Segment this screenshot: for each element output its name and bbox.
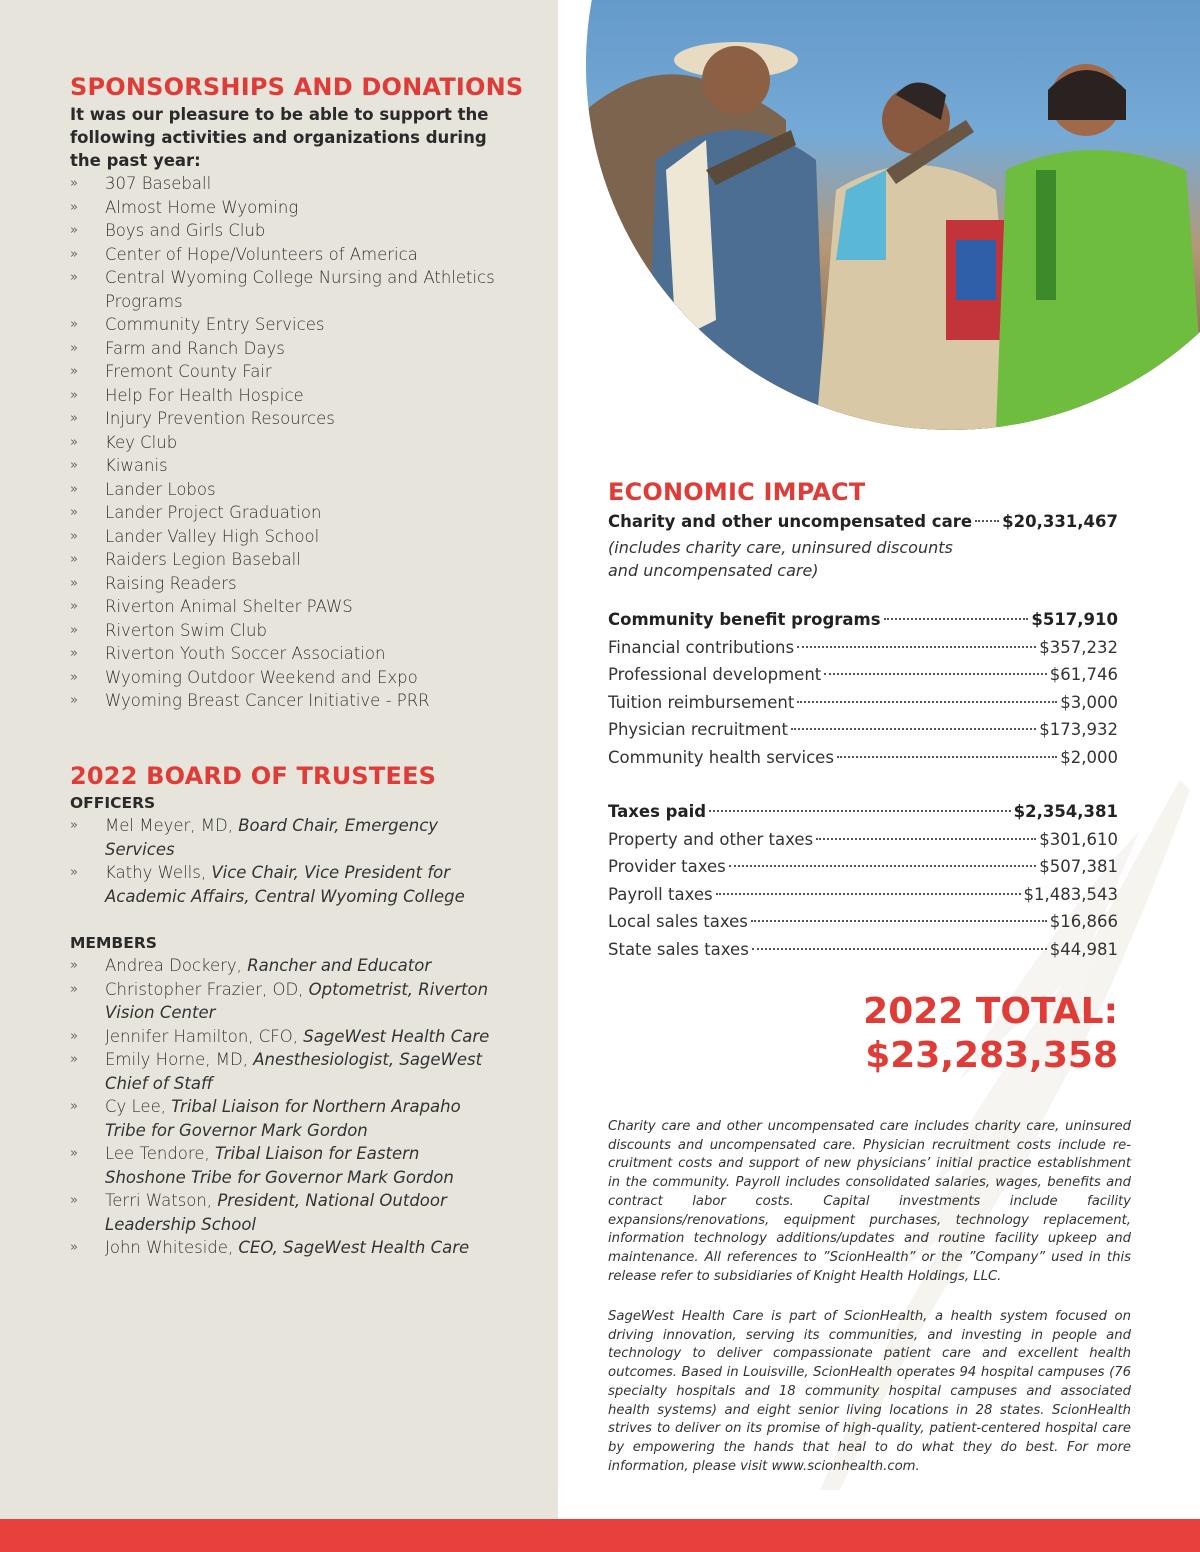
- row-value: $173,932: [1039, 720, 1118, 739]
- person-name: Terri Watson,: [105, 1191, 218, 1210]
- row-label: Professional development: [608, 665, 822, 684]
- bullet-mark: »: [70, 622, 78, 638]
- leader-dots: [824, 673, 1047, 675]
- row-value: $44,981: [1049, 939, 1118, 959]
- taxes-total-row: [608, 798, 1118, 826]
- portrait-photo-icon: [586, 0, 1200, 430]
- bullet-mark: »: [70, 1146, 78, 1161]
- leader-dots: [729, 865, 1037, 867]
- bullet-mark: »: [70, 434, 78, 450]
- sponsorship-item-label: Key Club: [105, 432, 178, 452]
- person-name: Andrea Dockery,: [105, 956, 248, 975]
- bullet-mark: »: [70, 599, 78, 614]
- list-item: [70, 1142, 490, 1189]
- bullet-mark: »: [70, 693, 78, 708]
- leader-dots: [797, 646, 1036, 648]
- row-label: Tuition reimbursement: [608, 692, 795, 712]
- sponsorships-title: SPONSORSHIPS AND DONATIONS: [70, 73, 524, 101]
- community-block: [608, 606, 1118, 771]
- row-label: Property and other taxes: [608, 829, 814, 849]
- row-label: Provider taxes: [608, 857, 726, 876]
- disclaimer-paragraph-2: SageWest Health Care is part of ScionHealth, a health system focused on driving innovation, serving its communities, and investing in people and technology to deliver compassionate patient care and excellent health outcomes. Based in Louisville, ScionHealth operates 94 hospital campuses (76 specialty hospitals and 18 community hospital campuses and associated health systems) and eight senior living locations in 28 states. ScionHealth strives to deliver on its promise of high-quality, patient-centered hospital care by empowering the hands that heal to do what they do best. For more information, please visit www.scionhealth.com.: [608, 1309, 1131, 1474]
- list-item: [70, 172, 540, 196]
- list-item: [70, 619, 540, 643]
- sponsorship-item-label: 307 Baseball: [105, 174, 212, 193]
- charity-value: $20,331,467: [1002, 512, 1118, 531]
- sponsorship-item-label: Injury Prevention Resources: [105, 409, 335, 428]
- list-item: [70, 478, 540, 502]
- sponsorship-item-label: Raiders Legion Baseball: [105, 550, 301, 569]
- list-item: [70, 313, 540, 337]
- person-role: Optometrist, Riverton Vision Center: [105, 979, 489, 1022]
- officers-list: [70, 814, 470, 908]
- economic-row: [608, 661, 1118, 689]
- person-name: Christopher Frazier, OD,: [105, 979, 309, 999]
- list-item: [70, 642, 540, 666]
- list-item: [70, 689, 540, 713]
- list-item: [70, 1095, 490, 1142]
- bullet-mark: »: [70, 223, 78, 238]
- person-role: President, National Outdoor Leadership School: [105, 1191, 447, 1234]
- leader-dots: [791, 728, 1036, 730]
- list-item: [70, 525, 540, 549]
- sponsorship-item-label: Almost Home Wyoming: [105, 197, 299, 217]
- sponsorship-item-label: Raising Readers: [105, 573, 237, 593]
- disclaimer-paragraph-1: Charity care and other uncompensated care includes charity care, uninsured discounts and uncompensated care. Physician recruitment costs include re-cruitment costs and support of new physicians’ initial practice establishment in the community. Payroll includes consolidated salaries, wages, benefits and contract labor costs. Capital investments include facility expansions/renovations, equipment purchases, technology replacement, information technology additions/updates and routine facility upkeep and maintenance. All references to ”ScionHealth” or the ”Company” used in this release refer to subsidiaries of Knight Health Holdings, LLC.: [608, 1119, 1131, 1284]
- row-value: $507,381: [1039, 857, 1118, 876]
- leader-dots: [709, 810, 1011, 812]
- footer-bar: [0, 1519, 1200, 1552]
- sponsorships-section: [70, 73, 540, 713]
- leader-dots: [884, 618, 1029, 620]
- sponsorship-item-label: Wyoming Breast Cancer Initiative - PRR: [105, 691, 430, 710]
- bullet-mark: »: [70, 958, 78, 973]
- list-item: [70, 407, 540, 431]
- bullet-mark: »: [70, 865, 78, 880]
- bullet-mark: »: [70, 1028, 78, 1044]
- economic-row: [608, 881, 1118, 909]
- bullet-mark: »: [70, 552, 78, 567]
- row-value: $3,000: [1060, 692, 1118, 712]
- person-role: Board Chair, Emergency Services: [105, 816, 439, 859]
- grand-total: 2022 TOTAL: $23,283,358: [863, 991, 1118, 1076]
- community-value: $517,910: [1031, 610, 1118, 629]
- bullet-mark: »: [70, 246, 78, 262]
- economic-row: [608, 826, 1118, 854]
- economic-row: [608, 689, 1118, 717]
- leader-dots: [716, 893, 1021, 895]
- sponsorship-item-label: Kiwanis: [105, 456, 168, 475]
- sponsorship-item-label: Lander Lobos: [105, 479, 216, 499]
- officers-label: OFFICERS: [70, 794, 156, 812]
- bullet-mark: »: [70, 528, 78, 544]
- economic-row: [608, 936, 1118, 964]
- sponsorships-intro: It was our pleasure to be able to support the following activities and organizations during the past year:: [70, 105, 489, 170]
- sponsorship-item-label: Lander Valley High School: [105, 526, 320, 546]
- list-item: [70, 501, 540, 525]
- sponsorship-item-label: Community Entry Services: [105, 315, 325, 334]
- row-value: $357,232: [1039, 637, 1118, 657]
- list-item: [70, 861, 470, 908]
- charity-note-line-1: (includes charity care, uninsured discounts: [608, 537, 953, 557]
- sponsorship-item-label: Boys and Girls Club: [105, 221, 266, 240]
- bullet-mark: »: [70, 1240, 78, 1255]
- charity-label: Charity and other uncompensated care: [608, 512, 973, 531]
- charity-block: [608, 508, 1118, 582]
- leader-dots: [975, 520, 999, 522]
- person-role: Anesthesiologist, SageWest Chief of Staff: [105, 1050, 483, 1093]
- person-role: Tribal Liaison for Eastern Shoshone Tribe for Governor Mark Gordon: [105, 1144, 454, 1187]
- economic-row: [608, 853, 1118, 881]
- person-name: Kathy Wells,: [105, 863, 212, 882]
- sponsorship-item-label: Wyoming Outdoor Weekend and Expo: [105, 667, 418, 687]
- person-role: CEO, SageWest Health Care: [238, 1238, 470, 1257]
- bullet-mark: »: [70, 818, 78, 833]
- leader-dots: [837, 756, 1057, 758]
- person-name: Jennifer Hamilton, CFO,: [105, 1026, 304, 1046]
- community-total-row: [608, 606, 1118, 634]
- list-item: [70, 595, 540, 619]
- bullet-mark: »: [70, 458, 78, 473]
- person-name: Cy Lee,: [105, 1097, 172, 1116]
- row-label: State sales taxes: [608, 939, 749, 959]
- list-item: [70, 954, 490, 978]
- community-rows: [608, 634, 1118, 772]
- row-value: $301,610: [1039, 829, 1118, 849]
- bullet-mark: »: [70, 1193, 78, 1208]
- board-title: 2022 BOARD OF TRUSTEES: [70, 762, 437, 790]
- list-item: [70, 666, 540, 690]
- person-name: Mel Meyer, MD,: [105, 816, 239, 835]
- members-list: [70, 954, 490, 1260]
- sponsorship-item-label: Lander Project Graduation: [105, 503, 322, 522]
- bullet-mark: »: [70, 364, 78, 379]
- bullet-mark: »: [70, 317, 78, 332]
- list-item: [70, 384, 540, 408]
- list-item: [70, 1236, 490, 1260]
- bullet-mark: »: [70, 340, 78, 356]
- row-label: Physician recruitment: [608, 720, 788, 739]
- row-value: $16,866: [1049, 912, 1118, 931]
- person-role: SageWest Health Care: [303, 1026, 490, 1046]
- bullet-mark: »: [70, 646, 78, 661]
- list-item: [70, 572, 540, 596]
- bullet-mark: »: [70, 481, 78, 497]
- list-item: [70, 1189, 490, 1236]
- leader-dots: [752, 948, 1047, 950]
- taxes-block: [608, 798, 1118, 963]
- bullet-mark: »: [70, 387, 78, 403]
- list-item: [70, 266, 540, 313]
- bullet-mark: »: [70, 505, 78, 520]
- list-item: [70, 1025, 490, 1049]
- bullet-mark: »: [70, 199, 78, 215]
- community-label: Community benefit programs: [608, 610, 881, 629]
- bullet-mark: »: [70, 669, 78, 685]
- tax-rows: [608, 826, 1118, 964]
- bullet-mark: »: [70, 270, 78, 285]
- board-section: [70, 762, 540, 1260]
- taxes-label: Taxes paid: [608, 802, 707, 821]
- leader-dots: [816, 838, 1036, 840]
- list-item: [70, 454, 540, 478]
- economic-row: [608, 716, 1118, 744]
- sponsorships-list: [70, 172, 540, 713]
- person-role: Vice Chair, Vice President for Academic Affairs, Central Wyoming College: [105, 863, 465, 906]
- row-value: $61,746: [1049, 665, 1118, 684]
- economic-title: ECONOMIC IMPACT: [608, 478, 866, 506]
- list-item: [70, 1048, 490, 1095]
- economic-row: [608, 634, 1118, 662]
- leader-dots: [797, 701, 1057, 703]
- list-item: [70, 978, 490, 1025]
- members-label: MEMBERS: [70, 934, 157, 952]
- economic-row: [608, 908, 1118, 936]
- row-label: Payroll taxes: [608, 884, 713, 904]
- list-item: [70, 219, 540, 243]
- person-name: Lee Tendore,: [105, 1144, 215, 1163]
- leader-dots: [751, 920, 1047, 922]
- person-name: John Whiteside,: [105, 1238, 239, 1257]
- list-item: [70, 337, 540, 361]
- economic-row: [608, 744, 1118, 772]
- charity-note-line-2: and uncompensated care): [608, 560, 819, 580]
- bullet-mark: »: [70, 1052, 78, 1067]
- row-value: $1,483,543: [1023, 884, 1118, 904]
- person-role: Tribal Liaison for Northern Arapaho Tribe for Governor Mark Gordon: [105, 1097, 461, 1140]
- list-item: [70, 814, 470, 861]
- list-item: [70, 243, 540, 267]
- sponsorship-item-label: Riverton Youth Soccer Association: [105, 644, 386, 663]
- row-label: Local sales taxes: [608, 912, 748, 931]
- taxes-value: $2,354,381: [1013, 802, 1118, 821]
- bullet-mark: »: [70, 575, 78, 591]
- people-photo: [586, 0, 1200, 430]
- sponsorship-item-label: Riverton Swim Club: [105, 620, 267, 640]
- sponsorship-item-label: Central Wyoming College Nursing and Athletics Programs: [105, 268, 495, 311]
- sponsorship-item-label: Riverton Animal Shelter PAWS: [105, 597, 353, 616]
- bullet-mark: »: [70, 411, 78, 426]
- row-value: $2,000: [1060, 747, 1118, 767]
- list-item: [70, 548, 540, 572]
- sponsorship-item-label: Farm and Ranch Days: [105, 338, 285, 358]
- person-name: Emily Horne, MD,: [105, 1050, 254, 1069]
- bullet-mark: »: [70, 176, 78, 191]
- list-item: [70, 431, 540, 455]
- bullet-mark: »: [70, 1099, 78, 1114]
- row-label: Community health services: [608, 747, 834, 767]
- sponsorship-item-label: Center of Hope/Volunteers of America: [105, 244, 418, 264]
- sponsorship-item-label: Fremont County Fair: [105, 362, 272, 381]
- row-label: Financial contributions: [608, 637, 795, 657]
- charity-row: [608, 508, 1118, 536]
- list-item: [70, 196, 540, 220]
- person-role: Rancher and Educator: [247, 956, 432, 975]
- bullet-mark: »: [70, 981, 78, 997]
- sponsorship-item-label: Help For Health Hospice: [105, 385, 304, 405]
- list-item: [70, 360, 540, 384]
